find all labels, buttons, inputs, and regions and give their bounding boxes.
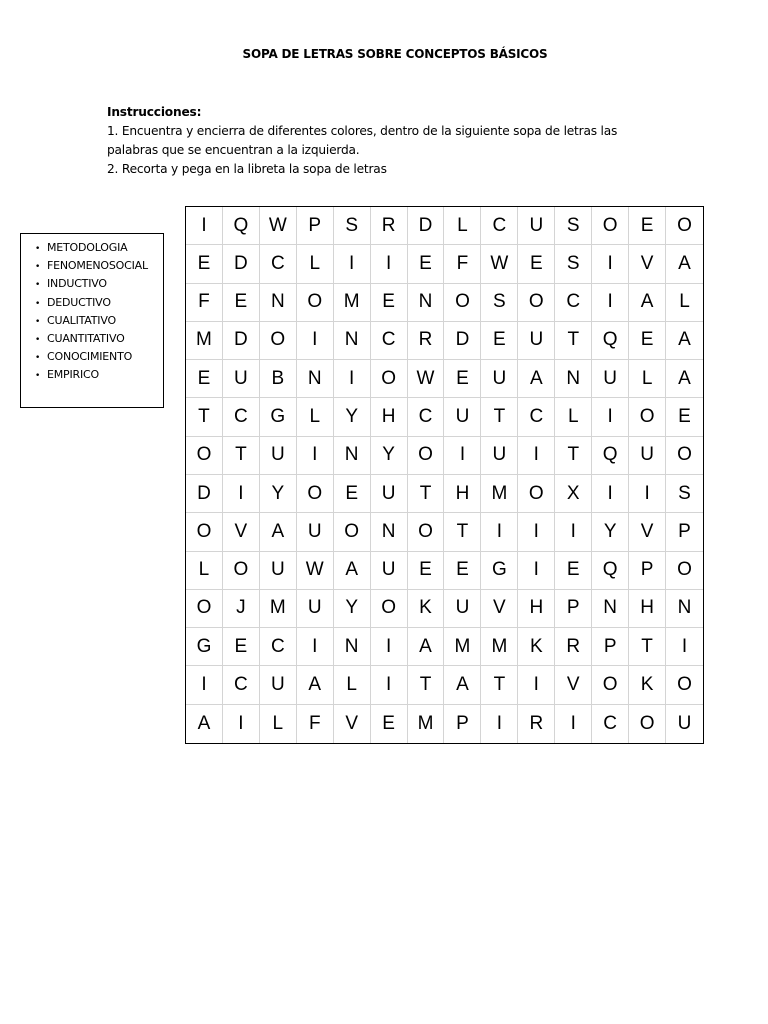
grid-cell[interactable]: S [555,245,592,283]
grid-cell[interactable]: C [260,245,297,283]
grid-cell[interactable]: N [555,360,592,398]
grid-cell[interactable]: E [371,705,408,743]
grid-cell[interactable]: A [334,552,371,590]
grid-cell[interactable]: O [518,475,555,513]
grid-cell[interactable]: U [371,552,408,590]
grid-cell[interactable]: B [260,360,297,398]
bullet-icon: • [35,316,41,327]
grid-cell[interactable]: I [186,666,223,704]
grid-cell[interactable]: C [260,628,297,666]
grid-cell[interactable]: C [223,666,260,704]
bullet-icon: • [35,334,41,345]
grid-cell[interactable]: H [518,590,555,628]
grid-cell[interactable]: I [518,513,555,551]
grid-cell[interactable]: T [629,628,666,666]
grid-cell[interactable]: O [592,666,629,704]
word-list-item [35,330,163,348]
grid-cell[interactable]: O [408,513,445,551]
grid-cell[interactable]: E [666,398,703,436]
word-list-item [35,257,163,275]
grid-cell[interactable]: J [223,590,260,628]
grid-cell[interactable]: I [481,705,518,743]
grid-cell[interactable]: L [297,398,334,436]
grid-cell[interactable]: L [260,705,297,743]
grid-cell[interactable]: V [555,666,592,704]
bullet-icon: • [35,298,41,309]
grid-cell[interactable]: W [481,245,518,283]
grid-cell[interactable]: S [481,284,518,322]
grid-cell[interactable]: N [666,590,703,628]
grid-cell[interactable]: I [592,398,629,436]
grid-cell[interactable]: U [481,437,518,475]
grid-cell[interactable]: U [260,552,297,590]
grid-cell[interactable]: O [223,552,260,590]
grid-cell[interactable]: E [555,552,592,590]
grid-cell[interactable]: I [334,245,371,283]
bullet-icon: • [35,244,41,254]
grid-cell[interactable]: U [260,437,297,475]
grid-cell[interactable]: K [629,666,666,704]
grid-cell[interactable]: P [666,513,703,551]
grid-cell[interactable]: I [334,360,371,398]
grid-cell[interactable]: E [481,322,518,360]
grid-cell[interactable]: P [555,590,592,628]
word-list-item [35,239,163,257]
grid-cell[interactable]: U [297,590,334,628]
grid-cell[interactable]: E [334,475,371,513]
grid-cell[interactable]: Y [334,398,371,436]
word-list [35,239,163,385]
grid-cell[interactable]: H [444,475,481,513]
grid-cell[interactable]: A [666,322,703,360]
grid-cell[interactable]: Q [592,437,629,475]
grid-cell[interactable]: N [371,513,408,551]
grid-cell[interactable]: A [666,360,703,398]
page-title: SOPA DE LETRAS SOBRE CONCEPTOS BÁSICOS [242,47,548,61]
grid-cell[interactable]: C [555,284,592,322]
grid-cell[interactable]: A [666,245,703,283]
grid-cell[interactable]: I [555,705,592,743]
word-list-item [35,294,163,312]
grid-cell[interactable]: A [260,513,297,551]
grid-cell[interactable]: M [260,590,297,628]
grid-cell[interactable]: A [444,666,481,704]
grid-cell[interactable]: C [223,398,260,436]
grid-cell[interactable]: L [444,207,481,245]
grid-cell[interactable]: K [518,628,555,666]
grid-cell[interactable]: P [444,705,481,743]
grid-cell[interactable]: I [481,513,518,551]
grid-cell[interactable]: L [186,552,223,590]
word-list-text: CUALITATIVO [47,313,116,327]
grid-cell[interactable]: D [408,207,445,245]
grid-cell[interactable]: L [666,284,703,322]
grid-cell[interactable]: I [297,628,334,666]
grid-cell[interactable]: F [186,284,223,322]
grid-cell[interactable]: I [223,705,260,743]
grid-cell[interactable]: M [186,322,223,360]
grid-cell[interactable]: U [677,712,692,734]
grid-cell[interactable]: P [592,628,629,666]
grid-cell[interactable]: T [223,437,260,475]
grid-cell[interactable]: W [408,360,445,398]
grid-cell[interactable]: C [408,398,445,436]
grid-cell[interactable]: R [371,207,408,245]
grid-cell[interactable]: O [186,590,223,628]
grid-cell[interactable]: R [518,705,555,743]
grid-cell[interactable]: L [555,398,592,436]
grid-cell[interactable]: I [371,628,408,666]
grid-cell[interactable]: E [408,552,445,590]
grid-cell[interactable]: O [260,322,297,360]
grid-cell[interactable]: V [629,245,666,283]
grid-cell[interactable]: U [629,437,666,475]
grid-cell[interactable]: U [444,590,481,628]
grid-cell[interactable]: N [334,322,371,360]
grid-cell[interactable]: O [666,207,703,245]
bullet-icon: • [35,262,41,273]
grid-cell[interactable]: A [518,360,555,398]
grid-cell[interactable]: I [186,207,223,245]
grid-cell[interactable]: K [408,590,445,628]
grid-cell[interactable]: A [408,628,445,666]
grid-cell[interactable]: U [518,322,555,360]
word-list-box [20,233,164,408]
grid-cell[interactable]: I [297,322,334,360]
grid-cell[interactable]: O [297,284,334,322]
grid-cell[interactable]: T [481,398,518,436]
grid-cell[interactable]: M [481,628,518,666]
grid-cell[interactable]: I [371,666,408,704]
grid-cell[interactable]: D [223,245,260,283]
grid-cell[interactable]: R [555,628,592,666]
word-list-item [35,348,163,366]
grid-cell[interactable]: M [444,628,481,666]
grid-cell[interactable]: F [444,245,481,283]
grid-cell[interactable]: E [629,322,666,360]
grid-cell[interactable]: T [408,666,445,704]
grid-cell[interactable]: E [371,284,408,322]
grid-cell[interactable]: T [555,322,592,360]
word-list-item [35,275,163,293]
grid-cell[interactable]: W [297,552,334,590]
grid-cell[interactable]: C [481,207,518,245]
grid-cell[interactable]: U [481,360,518,398]
grid-cell[interactable]: I [518,437,555,475]
grid-cell[interactable]: O [334,513,371,551]
grid-cell[interactable]: C [592,705,629,743]
grid-cell[interactable]: V [481,590,518,628]
grid-cell[interactable]: P [297,207,334,245]
grid-cell[interactable]: D [444,322,481,360]
grid-cell[interactable]: A [297,666,334,704]
grid-cell[interactable]: T [555,437,592,475]
grid-cell[interactable]: C [371,322,408,360]
grid-cell[interactable]: I [518,666,555,704]
grid-cell[interactable]: O [297,475,334,513]
grid-cell[interactable]: O [186,437,223,475]
grid-cell[interactable]: V [629,513,666,551]
grid-cell[interactable]: Q [592,322,629,360]
grid-cell[interactable]: E [444,360,481,398]
grid-cell[interactable]: Q [592,552,629,590]
grid-cell[interactable]: L [629,360,666,398]
grid-cell[interactable]: H [371,398,408,436]
grid-cell[interactable]: N [297,360,334,398]
grid-cell[interactable]: G [260,398,297,436]
instruction-step-2: 2. Recorta y pega en la libreta la sopa de letras [107,162,387,176]
grid-cell[interactable]: O [186,513,223,551]
grid-cell[interactable]: L [297,245,334,283]
grid-cell[interactable]: Y [334,590,371,628]
grid-cell[interactable]: Y [371,437,408,475]
word-list-text: INDUCTIVO [47,277,107,291]
word-list-text: METODOLOGIA [47,241,128,254]
grid-cell[interactable]: V [334,705,371,743]
grid-cell[interactable]: O [371,590,408,628]
grid-cell[interactable]: M [408,705,445,743]
grid-cell[interactable]: M [481,475,518,513]
grid-cell[interactable]: N [408,284,445,322]
word-list-text: CONOCIMIENTO [47,350,133,364]
grid-cell[interactable]: O [371,360,408,398]
grid-cell[interactable]: I [297,437,334,475]
instruction-step-1: 1. Encuentra y encierra de diferentes colores, dentro de la siguiente sopa de letras las [107,124,618,138]
bullet-icon: • [35,371,41,382]
grid-cell[interactable]: O [444,284,481,322]
grid-cell[interactable]: E [186,245,223,283]
grid-cell[interactable]: D [223,322,260,360]
grid-cell[interactable]: T [186,398,223,436]
grid-cell[interactable]: W [260,207,297,245]
grid-cell[interactable]: N [592,590,629,628]
instructions [107,103,667,179]
word-list-text: EMPIRICO [47,368,99,382]
grid-cell[interactable]: O [518,284,555,322]
grid-cell[interactable]: U [260,666,297,704]
grid-cell[interactable]: O [666,552,703,590]
grid-cell[interactable]: E [408,245,445,283]
grid-cell[interactable]: O [629,398,666,436]
grid-cell[interactable]: E [444,552,481,590]
grid-cell[interactable]: I [555,513,592,551]
grid-cell[interactable]: Q [223,207,260,245]
grid-cell[interactable]: Y [260,475,297,513]
bullet-icon: • [35,280,41,291]
grid-cell[interactable]: O [629,705,666,743]
grid-cell[interactable]: D [186,475,223,513]
grid-cell[interactable]: I [223,475,260,513]
word-list-text: DEDUCTIVO [47,295,111,309]
grid-cell[interactable]: U [223,360,260,398]
grid-cell[interactable]: E [223,284,260,322]
grid-cell[interactable]: T [444,513,481,551]
grid-cell[interactable]: U [297,513,334,551]
grid-cell[interactable]: N [334,437,371,475]
instructions-heading: Instrucciones: [107,105,202,119]
word-list-text: CUANTITATIVO [47,331,125,345]
word-list-item [35,366,163,384]
grid-cell[interactable]: T [408,475,445,513]
grid-cell[interactable]: U [518,207,555,245]
grid-cell[interactable]: S [555,207,592,245]
grid-cell[interactable]: H [629,590,666,628]
grid-cell[interactable]: I [518,552,555,590]
grid-cell[interactable]: O [666,437,703,475]
grid-cell[interactable]: P [629,552,666,590]
grid-cell[interactable]: E [518,245,555,283]
grid-cell[interactable]: I [629,475,666,513]
grid-cell[interactable]: S [666,475,703,513]
grid-cell[interactable]: N [260,284,297,322]
grid-cell[interactable]: L [334,666,371,704]
grid-cell[interactable]: U [592,360,629,398]
bullet-icon: • [35,353,41,364]
grid-cell[interactable]: I [666,628,703,666]
grid-cell[interactable]: O [666,666,703,704]
grid-cell[interactable]: E [223,628,260,666]
grid-cell[interactable]: E [186,360,223,398]
grid-cell[interactable]: Y [592,513,629,551]
grid-cell[interactable]: I [371,245,408,283]
grid-cell[interactable]: A [629,284,666,322]
grid-cell[interactable]: U [371,475,408,513]
grid-cell[interactable]: C [518,398,555,436]
grid-cell[interactable]: R [408,322,445,360]
grid-cell[interactable]: I [592,245,629,283]
grid-cell[interactable]: T [481,666,518,704]
grid-cell[interactable]: G [186,628,223,666]
grid-cell[interactable]: E [629,207,666,245]
grid-cell[interactable]: I [592,284,629,322]
word-list-text: FENOMENOSOCIAL [47,259,148,273]
grid-cell[interactable]: F [297,705,334,743]
grid-cell[interactable]: O [408,437,445,475]
grid-cell[interactable]: G [481,552,518,590]
grid-cell[interactable]: A [186,705,223,743]
grid-cell[interactable]: X [555,475,592,513]
word-list-item [35,312,163,330]
grid-cell[interactable]: O [592,207,629,245]
grid-cell[interactable]: V [223,513,260,551]
word-search-grid [185,206,704,744]
instruction-step-1-continued: palabras que se encuentran a la izquierda. [107,143,360,157]
grid-cell[interactable]: I [592,475,629,513]
grid-cell[interactable]: I [444,437,481,475]
grid-cell[interactable]: S [334,207,371,245]
grid-cell[interactable]: M [334,284,371,322]
grid-cell[interactable]: U [444,398,481,436]
grid-cell[interactable]: N [334,628,371,666]
